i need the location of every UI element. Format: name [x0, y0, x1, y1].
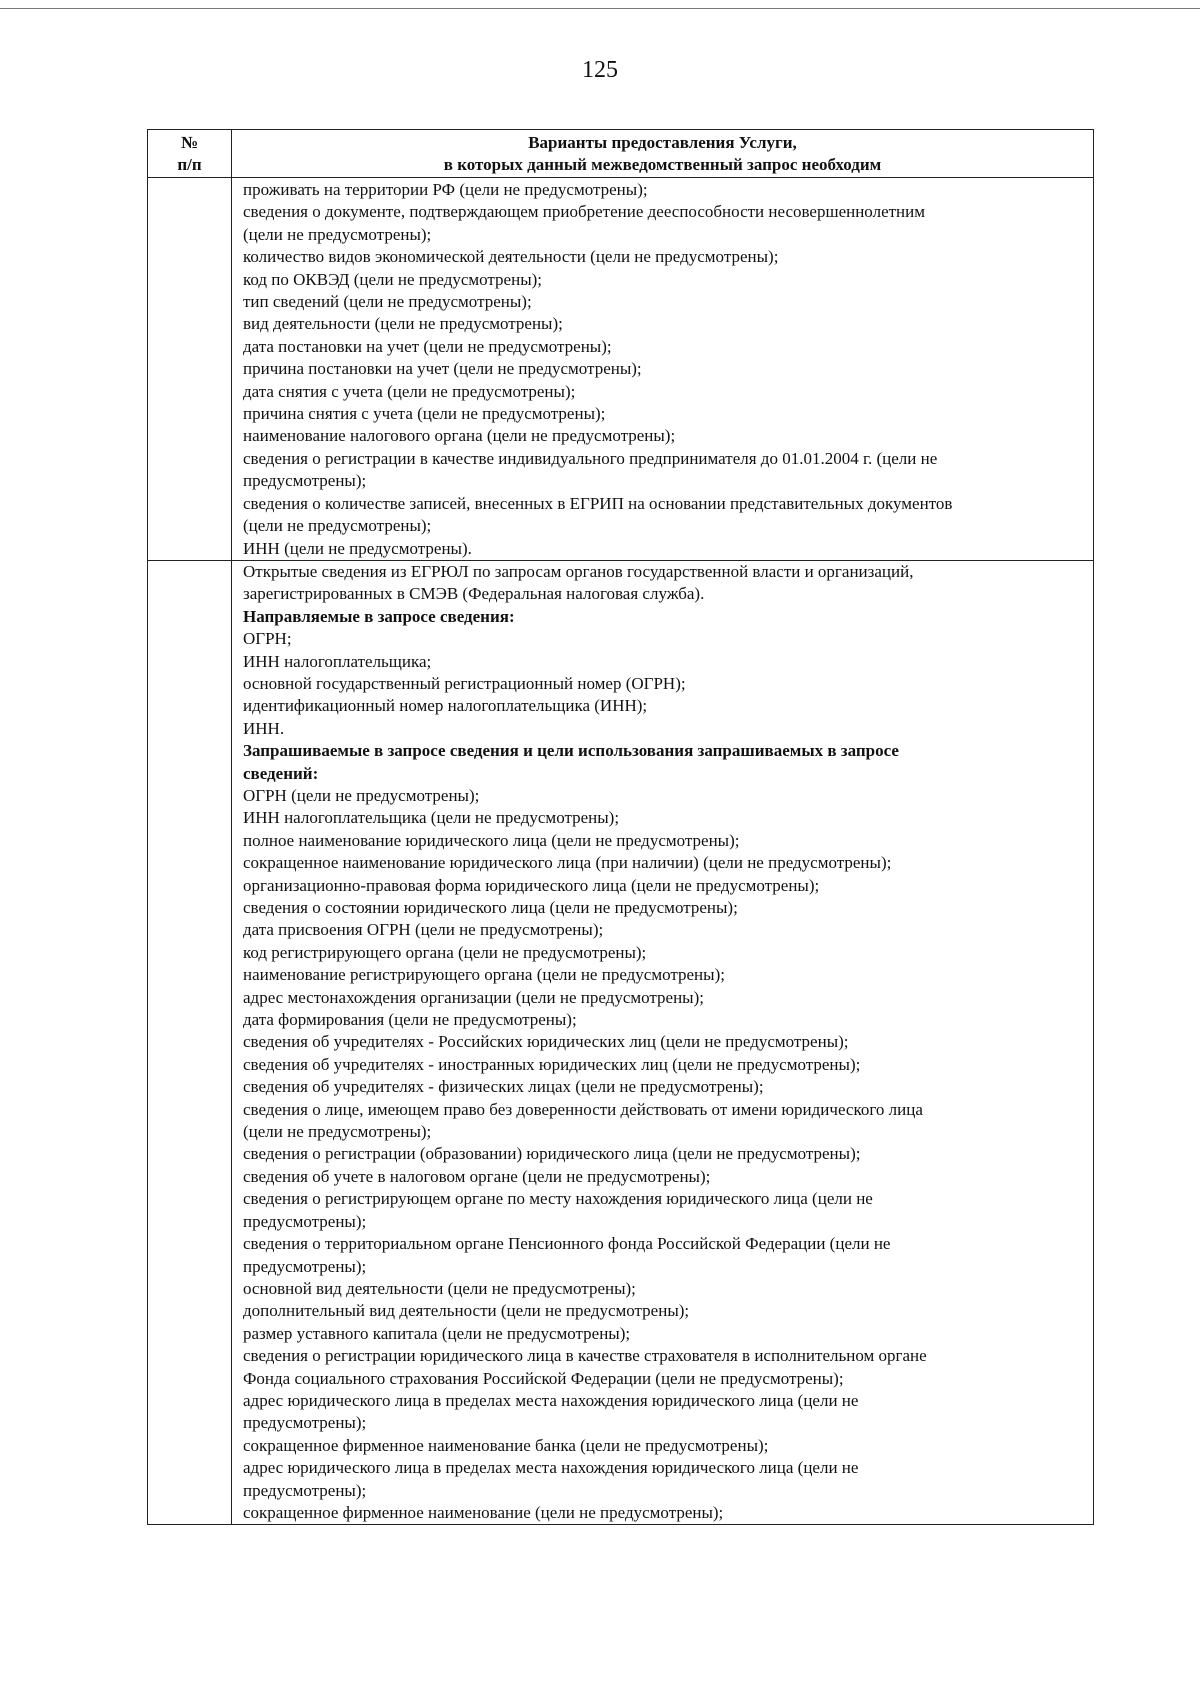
list-item: организационно-правовая форма юридического лица (цели не предусмотрены);: [243, 875, 820, 895]
list-item: полное наименование юридического лица (цели не предусмотрены);: [243, 830, 740, 850]
list-item: код по ОКВЭД (цели не предусмотрены);: [243, 269, 543, 289]
list-item: сведения о количестве записей, внесенных в ЕГРИП на основании представительных документов: [243, 493, 953, 513]
list-item: проживать на территории РФ (цели не предусмотрены);: [243, 180, 648, 199]
list-item: предусмотрены);: [243, 1256, 367, 1276]
list-item: дата постановки на учет (цели не предусмотрены);: [243, 336, 612, 356]
list-item: количество видов экономической деятельности (цели не предусмотрены);: [243, 247, 779, 267]
list-item: предусмотрены);: [243, 471, 367, 491]
list-item: Открытые сведения из ЕГРЮЛ по запросам органов государственной власти и организаций,: [243, 561, 914, 581]
list-item: предусмотрены);: [243, 1413, 367, 1433]
list-item: основной государственный регистрационный номер (ОГРН);: [243, 673, 686, 693]
list-item: сведения о территориальном органе Пенсионного фонда Российской Федерации (цели не: [243, 1234, 891, 1254]
list-item: дополнительный вид деятельности (цели не предусмотрены);: [243, 1301, 690, 1321]
section-heading: Направляемые в запросе сведения:: [243, 606, 515, 626]
list-item: сведения о документе, подтверждающем приобретение дееспособности несовершеннолетним: [243, 202, 925, 222]
list-item: код регистрирующего органа (цели не предусмотрены);: [243, 942, 647, 962]
list-item: дата формирования (цели не предусмотрены);: [243, 1010, 577, 1030]
list-item: ИНН налогоплательщика;: [243, 651, 432, 671]
list-item: сведения о регистрации в качестве индивидуального предпринимателя до 01.01.2004 г. (цели не: [243, 448, 938, 468]
list-item: ОГРН;: [243, 629, 292, 649]
list-item: размер уставного капитала (цели не предусмотрены);: [243, 1323, 631, 1343]
list-item: сведения о лице, имеющем право без доверенности действовать от имени юридического лица: [243, 1099, 923, 1119]
list-item: ОГРН (цели не предусмотрены);: [243, 785, 480, 805]
section-heading: сведений:: [243, 763, 319, 783]
list-item: дата снятия с учета (цели не предусмотрены);: [243, 381, 576, 401]
row-text-cell: [232, 561, 1093, 1524]
list-item: сокращенное фирменное наименование банка (цели не предусмотрены);: [243, 1435, 769, 1455]
table-row: [148, 560, 1093, 1524]
list-item: адрес юридического лица в пределах места нахождения юридического лица (цели не: [243, 1390, 859, 1410]
list-item: сведения о регистрирующем органе по месту нахождения юридического лица (цели не: [243, 1189, 873, 1209]
list-item: тип сведений (цели не предусмотрены);: [243, 292, 532, 312]
list-item: причина снятия с учета (цели не предусмотрены);: [243, 404, 606, 424]
list-item: ИНН.: [243, 718, 285, 738]
list-item: идентификационный номер налогоплательщика (ИНН);: [243, 696, 648, 716]
row-number-cell: [148, 561, 232, 1524]
list-item: сокращенное наименование юридического лица (при наличии) (цели не предусмотрены);: [243, 853, 892, 873]
section-heading: Запрашиваемые в запросе сведения и цели использования запрашиваемых в запросе: [243, 741, 899, 761]
list-item: наименование регистрирующего органа (цели не предусмотрены);: [243, 965, 725, 985]
header-number-label: №: [180, 133, 199, 152]
list-item: (цели не предусмотрены);: [243, 1122, 432, 1142]
list-item: дата присвоения ОГРН (цели не предусмотрены);: [243, 920, 604, 940]
list-item: (цели не предусмотрены);: [243, 224, 432, 244]
list-item: сведения об учредителях - Российских юридических лиц (цели не предусмотрены);: [243, 1032, 849, 1052]
list-item: зарегистрированных в СМЭВ (Федеральная налоговая служба).: [243, 584, 705, 604]
header-number-cell: [148, 130, 232, 177]
top-rule: [0, 8, 1200, 9]
list-item: ИНН налогоплательщика (цели не предусмотрены);: [243, 808, 620, 828]
row-number-cell: [148, 178, 232, 560]
list-item: предусмотрены);: [243, 1480, 367, 1500]
list-item: сведения о состоянии юридического лица (цели не предусмотрены);: [243, 898, 738, 917]
list-item: наименование налогового органа (цели не предусмотрены);: [243, 426, 676, 446]
list-item: вид деятельности (цели не предусмотрены);: [243, 314, 563, 334]
row-text-cell: [232, 178, 1093, 560]
list-item: сведения о регистрации юридического лица в качестве страхователя в исполнительном органе: [243, 1346, 927, 1366]
header-title-line-2: в которых данный межведомственный запрос необходим: [443, 155, 882, 174]
list-item: Фонда социального страхования Российской Федерации (цели не предусмотрены);: [243, 1368, 844, 1388]
table-header: [148, 130, 1093, 177]
list-item: ИНН (цели не предусмотрены).: [243, 538, 472, 558]
list-item: предусмотрены);: [243, 1211, 367, 1231]
table-row: [148, 177, 1093, 560]
list-item: сведения об учредителях - физических лицах (цели не предусмотрены);: [243, 1077, 764, 1097]
list-item: сведения об учете в налоговом органе (цели не предусмотрены);: [243, 1166, 711, 1186]
services-table: [147, 129, 1094, 1525]
list-item: сведения об учредителях - иностранных юридических лиц (цели не предусмотрены);: [243, 1054, 861, 1074]
list-item: сведения о регистрации (образовании) юридического лица (цели не предусмотрены);: [243, 1144, 861, 1164]
list-item: (цели не предусмотрены);: [243, 516, 432, 536]
list-item: основной вид деятельности (цели не предусмотрены);: [243, 1278, 636, 1298]
list-item: сокращенное фирменное наименование (цели не предусмотрены);: [243, 1502, 724, 1522]
header-number-sublabel: п/п: [177, 155, 202, 174]
header-title-line-1: Варианты предоставления Услуги,: [528, 133, 797, 152]
list-item: причина постановки на учет (цели не предусмотрены);: [243, 359, 642, 379]
page-number: 125: [582, 57, 618, 83]
list-item: адрес местонахождения организации (цели не предусмотрены);: [243, 987, 704, 1007]
header-title-cell: [232, 130, 1093, 177]
list-item: адрес юридического лица в пределах места нахождения юридического лица (цели не: [243, 1458, 859, 1478]
